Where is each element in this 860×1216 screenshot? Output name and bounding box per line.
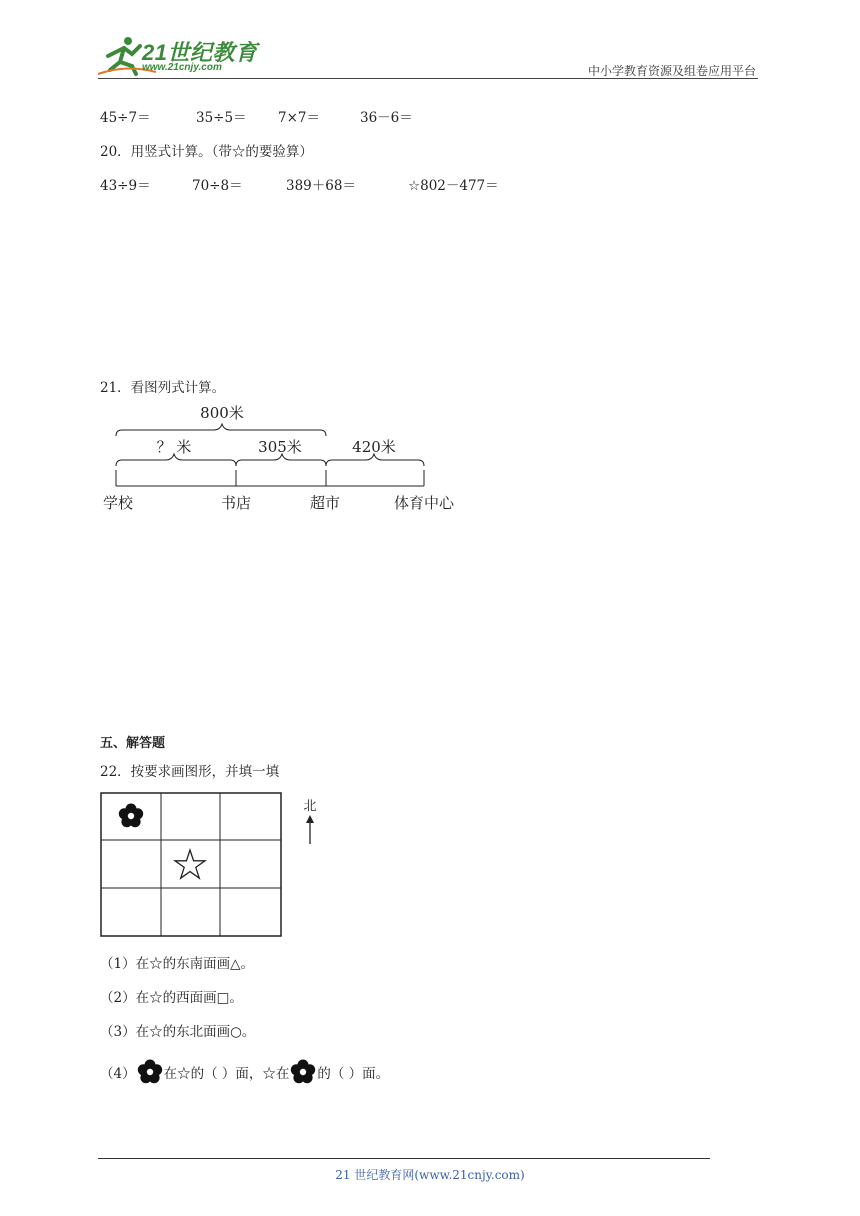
- seg2-label: 305米: [258, 438, 302, 456]
- q19-item-4: 36－6＝: [360, 110, 413, 126]
- q22-sub4-mid: 在☆的（ ）面，☆在: [163, 1066, 290, 1082]
- flower-icon: [119, 804, 143, 828]
- q22-sub4-end: 的（ ）面。: [317, 1066, 390, 1082]
- distance-diagram: [96, 398, 476, 518]
- q22-sub-1: （1）在☆的东南面画△。: [100, 956, 254, 972]
- q19-item-2: 35÷5＝: [196, 110, 247, 126]
- q22-title: 22．按要求画图形，并填一填: [100, 764, 280, 780]
- seg1-label: ？ 米: [156, 438, 192, 456]
- logo-url: www.21cnjy.com: [142, 62, 222, 73]
- q20-item-1: 43÷9＝: [100, 178, 151, 194]
- place-school: 学校: [102, 494, 134, 512]
- q20-item-4: ☆802－477＝: [408, 178, 499, 194]
- q22-sub-2: （2）在☆的西面画□。: [100, 990, 243, 1006]
- q20-title: 20．用竖式计算。（带☆的要验算）: [100, 144, 313, 160]
- q22-sub-4: [100, 1058, 389, 1086]
- footer-text: 21 世纪教育网(www.21cnjy.com): [335, 1168, 525, 1182]
- logo-text: 21世纪教育: [142, 40, 258, 65]
- direction-grid: [100, 792, 330, 938]
- flower-icon: [136, 1058, 164, 1086]
- north-label: 北: [303, 799, 317, 814]
- footer-divider: [98, 1158, 710, 1159]
- q21-title: 21．看图列式计算。: [100, 380, 226, 396]
- place-bookstore: 书店: [220, 494, 252, 512]
- place-sports-center: 体育中心: [393, 494, 455, 512]
- q22-sub4-prefix: （4）: [100, 1066, 136, 1082]
- seg3-label: 420米: [352, 438, 396, 456]
- total-label: 800米: [200, 404, 244, 422]
- total-brace: [116, 424, 326, 436]
- q19-item-3: 7×7＝: [278, 110, 320, 126]
- star-icon: [175, 850, 205, 878]
- header-divider: [98, 78, 758, 79]
- flower-icon: [289, 1058, 317, 1086]
- q22-sub-3: （3）在☆的东北面画○。: [100, 1024, 256, 1040]
- q20-item-3: 389＋68＝: [286, 178, 356, 194]
- place-supermarket: 超市: [309, 494, 341, 512]
- header-platform-text: 中小学教育资源及组卷应用平台: [587, 64, 756, 78]
- q19-item-1: 45÷7＝: [100, 110, 151, 126]
- q20-item-2: 70÷8＝: [192, 178, 243, 194]
- section5-title: 五、解答题: [100, 736, 166, 751]
